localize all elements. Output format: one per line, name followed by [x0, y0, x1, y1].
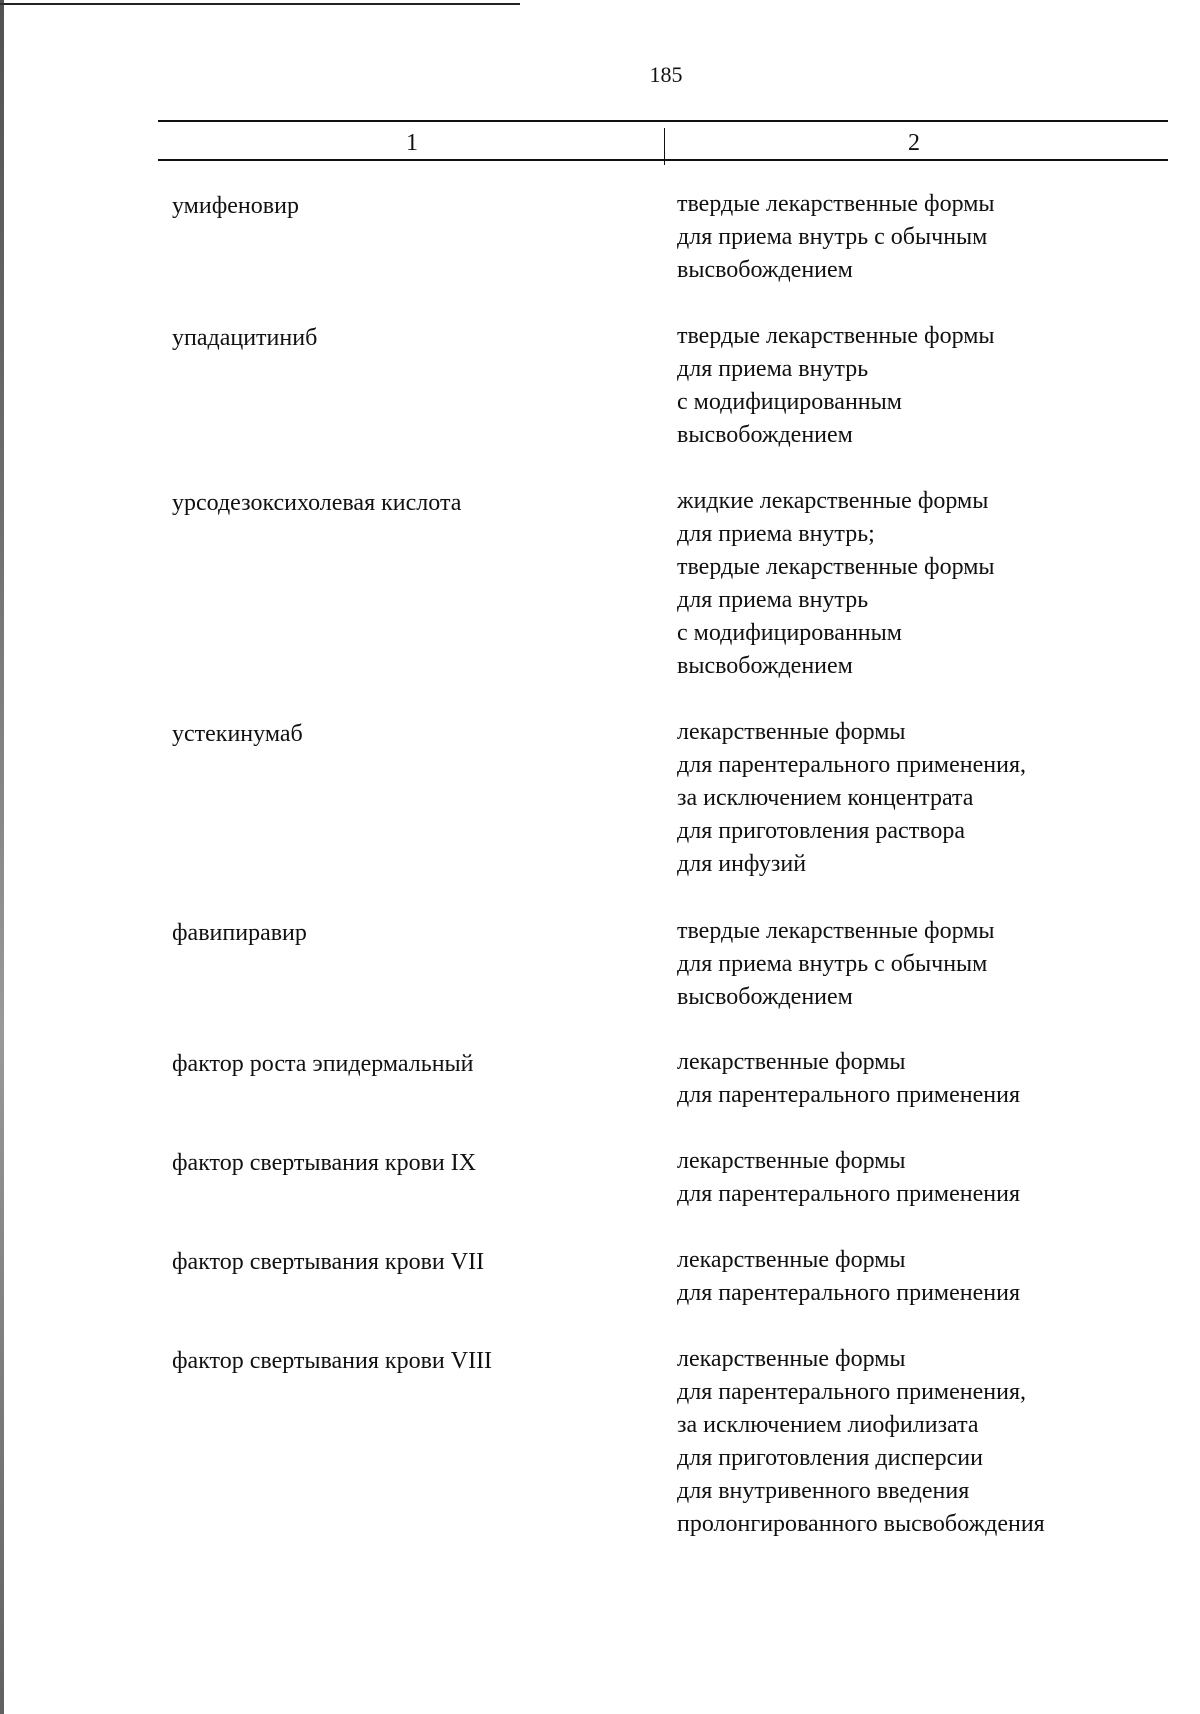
dosage-form-line: для приема внутрь [677, 587, 869, 613]
dosage-form-line: для приема внутрь; [677, 521, 875, 547]
dosage-form-line: высвобождением [677, 422, 853, 448]
dosage-form [677, 485, 995, 683]
dosage-form-line: для приготовления дисперсии [677, 1445, 983, 1471]
drug-name: фактор свертывания крови IX [172, 1150, 477, 1176]
drug-name: урсодезоксихолевая кислота [172, 490, 462, 516]
drug-name: упадацитиниб [172, 325, 318, 351]
dosage-form-line: с модифицированным [677, 389, 902, 415]
dosage-form-line: лекарственные формы [677, 1148, 906, 1174]
dosage-form-line: высвобождением [677, 257, 853, 283]
dosage-form [677, 1343, 1045, 1541]
dosage-form-line: для парентерального применения [677, 1280, 1020, 1306]
column-header-2: 2 [908, 130, 920, 156]
dosage-form-line: с модифицированным [677, 620, 902, 646]
dosage-form [677, 320, 995, 452]
dosage-form-line: высвобождением [677, 653, 853, 679]
scan-artifact-left-edge [0, 0, 4, 1714]
dosage-form-line: пролонгированного высвобождения [677, 1511, 1045, 1537]
column-divider [664, 128, 665, 165]
dosage-form-line: твердые лекарственные формы [677, 191, 995, 217]
scan-artifact-top-line [0, 3, 520, 5]
dosage-form-line: для приема внутрь [677, 356, 869, 382]
drug-name: устекинумаб [172, 721, 303, 747]
dosage-form-line: для парентерального применения [677, 1181, 1020, 1207]
drug-name: фактор роста эпидермальный [172, 1051, 474, 1077]
dosage-form-line: высвобождением [677, 984, 853, 1010]
dosage-form-line: лекарственные формы [677, 1049, 906, 1075]
page-number: 185 [649, 62, 683, 87]
dosage-form-line: лекарственные формы [677, 1247, 906, 1273]
dosage-form-line: для приема внутрь с обычным [677, 224, 988, 250]
dosage-form-line: для приготовления раствора [677, 818, 965, 844]
dosage-form [677, 1244, 1020, 1310]
dosage-form-line: жидкие лекарственные формы [677, 488, 989, 514]
drug-name: фавипиравир [172, 920, 307, 946]
dosage-form [677, 188, 995, 287]
dosage-form [677, 915, 995, 1014]
dosage-form-line: для внутривенного введения [677, 1478, 970, 1504]
dosage-form-line: за исключением концентрата [677, 785, 974, 811]
dosage-form-line: для парентерального применения, [677, 1379, 1026, 1405]
dosage-form-line: для приема внутрь с обычным [677, 951, 988, 977]
dosage-form-line: лекарственные формы [677, 1346, 906, 1372]
dosage-form-line: лекарственные формы [677, 719, 906, 745]
column-header-1: 1 [406, 130, 418, 156]
dosage-form-line: твердые лекарственные формы [677, 554, 995, 580]
dosage-form-line: твердые лекарственные формы [677, 918, 995, 944]
dosage-form-line: твердые лекарственные формы [677, 323, 995, 349]
dosage-form-line: для парентерального применения, [677, 752, 1026, 778]
dosage-form [677, 1145, 1020, 1211]
dosage-form [677, 716, 1026, 881]
dosage-form-line: за исключением лиофилизата [677, 1412, 979, 1438]
table-header [158, 120, 1168, 161]
drug-name: фактор свертывания крови VIII [172, 1348, 493, 1374]
drug-name: умифеновир [172, 193, 299, 219]
drug-name: фактор свертывания крови VII [172, 1249, 485, 1275]
dosage-form-line: для инфузий [677, 851, 807, 877]
dosage-form-line: для парентерального применения [677, 1082, 1020, 1108]
dosage-form [677, 1046, 1020, 1112]
